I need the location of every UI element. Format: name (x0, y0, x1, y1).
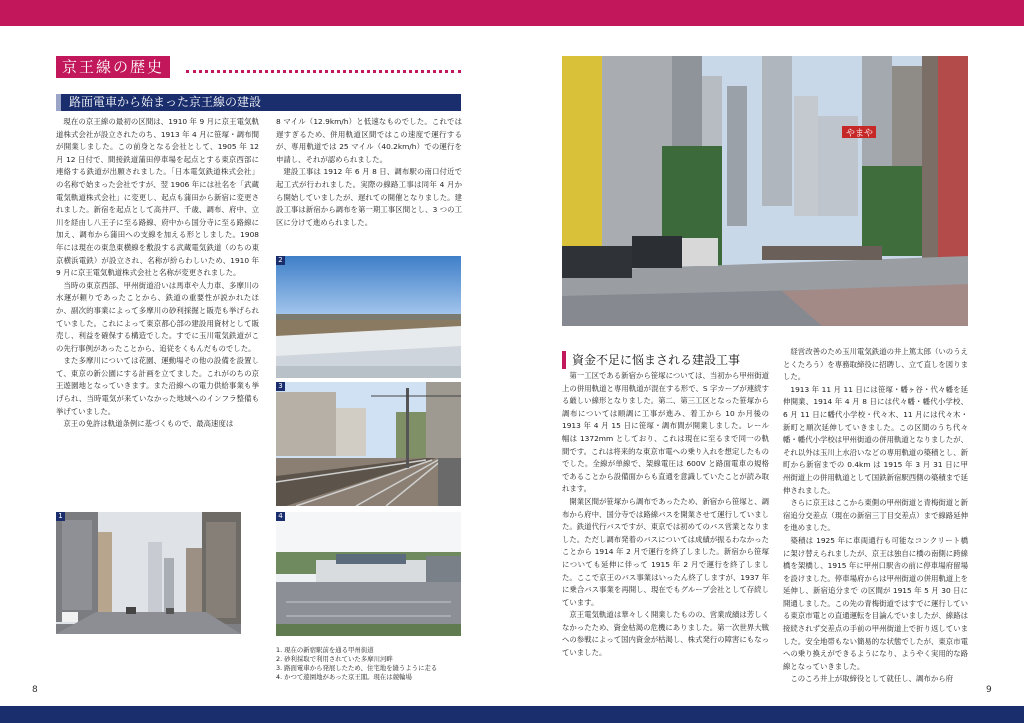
street-sign-text: やまや (846, 129, 874, 139)
caption: 2. 砂利採取で利用されていた多摩川河畔 (276, 655, 393, 663)
caption: 3. 路面電車から発展したため、住宅地を縫うように走る (276, 664, 438, 672)
photo-number-badge: 3 (276, 382, 285, 391)
caption: 4. かつて遊園地があった京王閣。現在は競輪場 (276, 673, 412, 681)
caption: 1. 現在の新宿駅前を通る甲州街道 (276, 646, 374, 654)
photo-shinjuku-street-view (562, 56, 968, 326)
paragraph: 開業区間が笹塚から調布であったため、新宿から笹塚と、調布から府中、国分寺では路線バスを開業させて運行していました。鉄道代行バスですが、東京では初めてのバス営業となりました。ただし調布発着のバスについては成績が振るわなかったことから 1914 年 2 月で運行を終了しました。新宿から笹塚についても延伸に伴って 1915 年 2 月で運行を終了しました。ここで京王のバス事業はいったん終了しますが、1937 年に乗合バス事業を再開し、現在でもグループ会社として存続しています。 (562, 496, 769, 607)
page-title: 京王線の歴史 (56, 56, 170, 78)
photo-captions (276, 646, 437, 682)
title-dotted-rule (186, 70, 461, 73)
photo-3-railway-through-houses (276, 382, 461, 506)
page-number-left: 8 (32, 685, 38, 695)
paragraph: 京王の免許は軌道条例に基づくもので、最高速度は (63, 419, 234, 429)
paragraph: 当時の東京西部、甲州街道沿いは馬車や人力車、多摩川の水運が頼りであったことから、鉄道の重要性が説かれたほか、副次的事業によって多摩川の砂利採掘と販売も挙げられていました。これによって東京都心部の建設用資材として販売し、利益を確保する構造でした。すでに玉川電気鉄道がこの先行事例があったことから、追従をくもんだものでした。 (56, 280, 259, 353)
paragraph: 京王電気軌道は華々しく開業したものの、営業成績は芳しくなかったため、資金枯渇の危機にありました。第一次世界大戦への参戦によって国内資金が枯渇し、株式発行の障害にもなっていました。 (562, 610, 769, 658)
paragraph: 第一工区である新宿から笹塚については、当初から甲州街道上の併用軌道と専用軌道が混在する形で、S 字カーブが連続する厳しい線形となりました。第二、第三工区となった笹塚から調布については順調に工事が進み、着工から 10 か月後の 1913 年 4 月 15 日に笹塚・調布間が開業しました。レール幅は 1372mm としており、これは現在に至るまで同一の軌間です。これは将来的な東京市電への乗り入れを想定したものでした。全線が単線で、架線電圧は 600V と路面電車の規格であることから設備面からも直通を意識していたことが読み取れます。 (562, 371, 769, 494)
photo-number-badge: 4 (276, 512, 285, 521)
photo-number-badge: 1 (56, 512, 65, 521)
right-text-column-2 (783, 346, 968, 692)
right-text-column-1 (562, 370, 769, 692)
top-color-band (0, 0, 1024, 26)
section-heading: 路面電車から始まった京王線の建設 (56, 94, 461, 111)
section-heading-right: 資金不足に悩まされる建設工事 (562, 351, 782, 369)
left-text-column-2 (276, 116, 462, 236)
paragraph: 経営改善のため玉川電気鉄道の井上篤太郎（いのうえとくたろう）を専務取締役に招聘し、立て直しを図りました。 (783, 347, 968, 382)
paragraph: さらに京王はここから東側の甲州街道と青梅街道と新宿追分交差点（現在の新宿三丁目交差点）まで線路延伸を進めました。 (783, 498, 968, 533)
left-text-column-1 (56, 116, 259, 476)
paragraph: また多摩川については花園、運動場その他の設備を設置して、東京の新公園にする計画を立てました。これがのちの京王遊園地となっていきます。また沿線への電力供給事業も挙げられ、当時電気が来ていなかった地域へのインフラ整備も挙げていました。 (56, 356, 259, 416)
paragraph: このころ井上が取締役として就任し、調布から府 (790, 674, 953, 684)
photo-number-badge: 2 (276, 256, 285, 265)
photo-2-tamagawa-riverbank (276, 256, 461, 378)
page-number-right: 9 (986, 685, 992, 695)
paragraph: 1913 年 11 月 11 日には笹塚・幡ヶ谷・代々幡を延伸開業、1914 年 4 月 8 日には代々幡・幡代小学校、6 月 11 日に幡代小学校・代々木、11 月には代々木・新町と順次延伸していきました。この区間のうち代々幡・幡代小学校は甲州街道の併用軌道となりましたが、それ以外は玉川上水沿いなどの専用軌道の築積とし、新町から新宿までの 0.4km は 1915 年 3 月 31 日に甲州街道上の併用軌道として国鉄新宿駅西側の築積まで延伸されました。 (783, 384, 968, 495)
bottom-color-band (0, 706, 1024, 723)
photo-1-shinjuku-koshu-kaido (56, 512, 241, 634)
photo-4-keiokaku (276, 512, 461, 636)
paragraph: 建設工事は 1912 年 6 月 8 日、調布駅の南口付近で起工式が行われました。実際の線路工事は同年 4 月から開始していましたが、遅れての開催となりました。建設工事は新宿から調布を第一期工事区間とし、3 つの工区に分けて進められました。 (276, 167, 462, 227)
paragraph: 築積は 1925 年に車両通行も可能なコンクリート橋に架け替えられましたが、京王は独自に橋の南側に跨線橋を架橋し、1915 年に甲州口駅舎の前に停車場府留場を設けました。停車場府からは甲州街道の併用軌道上を延伸し、新宿追分まで の区間が 1915 年 5 月 30 日に開通しました。この先の青梅街道ではすでに運行している東京市電との直通運転を目論んでいましたが、線路は接続されず交差点の手前の甲州街道上で折り返していました。安全地帯もない簡易的な状態でしたが、東京市電への乗り換えができるようになり、ようやく実用的な路線となっていきました。 (783, 535, 968, 671)
paragraph: 8 マイル（12.9km/h）と低速なものでした。これでは遅すぎるため、併用軌道区間ではこの速度で運行するが、専用軌道では 25 マイル（40.2km/h）での運行を申請し、それが認められました。 (276, 117, 462, 164)
paragraph: 現在の京王線の最初の区間は、1910 年 9 月に京王電気軌道株式会社が設立されたのち、1913 年 4 月に笹塚・調布間が開業しました。この前身となる会社として、1905 年 12 月 12 日付で、間接鉄道蒲田停車場を起点とする東京西部に連絡する鉄道が出願されました。「日本電気鉄道株式会社」の名称で始まった会社ですが、翌 1906 年には社名を「武蔵電気軌道株式会社」に変更し、起点も蒲田から新宿に変更されました。新宿を起点として高井戸、千歳、調布、府中、立川を経由し八王子に至る路線、府中から国分寺に至る路線に加え、調布から蒲田への支線を加える形としました。1908 年には現在の東急東横線を敷設する武蔵電気鉄道（のちの東京横浜電鉄）が設立され、名称が紛らわしいため、1910 年 9 月に京王電気軌道株式会社と名称が変更されました。 (56, 117, 259, 278)
